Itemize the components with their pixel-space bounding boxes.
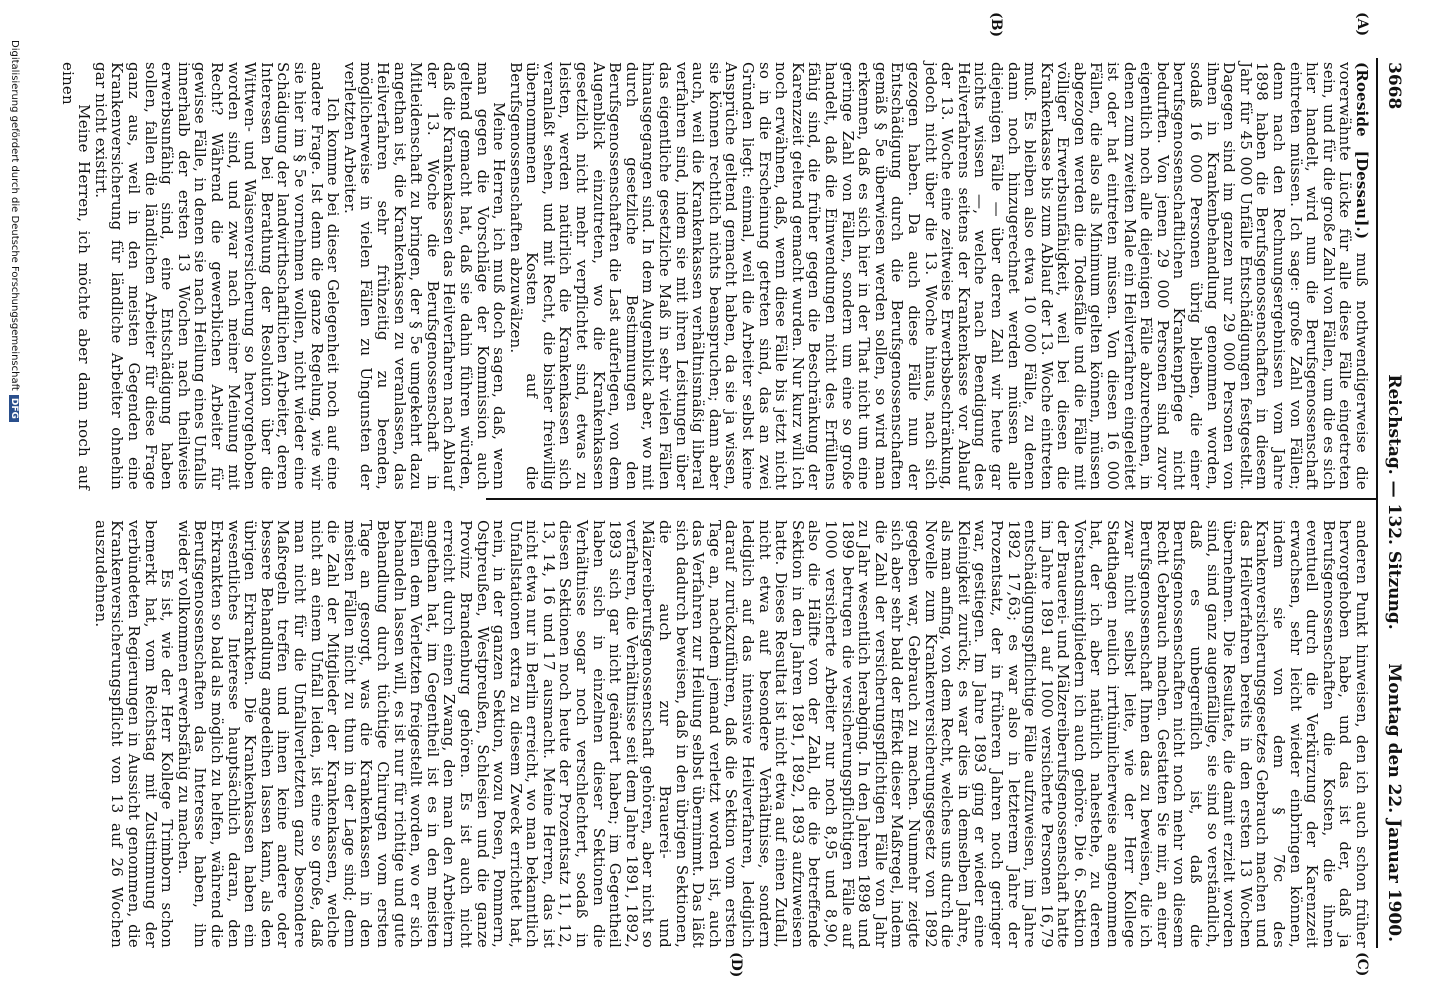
margin-mark-d: (D): [728, 952, 744, 978]
margin-mark-a: (A): [1354, 12, 1370, 37]
speaker-name: (Roeside [Dessau].): [1353, 62, 1371, 240]
session-date: Montag den 22. Januar 1900.: [1384, 663, 1404, 942]
left-column: [58, 62, 1371, 491]
header-rule: [1376, 58, 1378, 948]
margin-mark-b: (B): [988, 12, 1004, 38]
right-column-text: anderen Punkt hinweisen, den ich auch schon früher hervorgehoben habe, und das ist der, daß ja Berufsgenossenschaften die Kosten, die ihnen eventuell durch die Verkürzung der Karenzzeit erwachsen, sehr leicht wieder einbringen können, indem sie von dem § 76c des Krankenversicherungsgesetzes Gebrauch machen und das Heilverfahren bereits in den ersten 13 Wochen übernehmen. Die Resultate, die damit erzielt worden sind, sind ganz augenfällige, sie sind so verständlich, daß es unbegreiflich ist, daß die Berufsgenossenschaften nicht noch mehr von diesem Recht Gebrauch machen. Gestatten Sie mir, an einer Berufsgenossenschaft Ihnen das zu beweisen, die ich zwar nicht selbst leite, wie der Herr Kollege Stadthagen neulich irrthümlicherweise angenommen hat, der ich aber natürlich nahestehe, zu deren Vorstandsmitgliedern ich auch gehöre. Die 6. Sektion der Brauerei- und Mälzereiberufsgenossenschaft hatte im Jahre 1891 auf 1000 versicherte Personen 16,79 entschädigungspflichtige Fälle aufzuweisen, im Jahre 1892 17,63; es war also in letzterem Jahre der Prozentsatz, der in früheren Jahren noch geringer war, gestiegen. Im Jahre 1893 ging er wieder eine Kleinigkeit zurück; es war dies in demselben Jahre, als man anfing, von dem Recht, welches uns durch die Novelle zum Krankenversicherungsgesetz von 1892 gegeben war, Gebrauch zu machen. Nunmehr zeigte sich aber sehr bald der Effekt dieser Maßregel, indem die Zahl der versicherungspflichtigen Fälle von Jahr zu Jahr wesentlich herabging. In den Jahren 1898 und 1899 betrugen die versicherungspflichtigen Fälle auf 1000 versicherte Arbeiter nur noch 8,95 und 8,90, also die Hälfte von der Zahl, die die betreffende Sektion in den Jahren 1891, 1892, 1893 aufzuweisen hatte. Dieses Resultat ist nicht etwa auf einen Zufall, nicht etwa auf besondere Verhältnisse, sondern lediglich auf das intensive Heilverfahren, lediglich darauf zurückzuführen, daß die Sektion vom ersten Tage an, nachdem jemand verletzt worden ist, auch das Verfahren zur Heilung selbst übernimmt. Das läßt sich dadurch beweisen, daß in den übrigen Sektionen, die auch zur Brauerei- und Mälzereiberufsgenossenschaft gehören, aber nicht so verfahren, die Verhältnisse seit dem Jahre 1891, 1892, 1893 sich gar nicht geändert haben; im Gegentheil haben sich in einzelnen dieser Sektionen die Verhältnisse sogar noch verschlechtert, sodaß in diesen Sektionen noch heute der Prozentsatz 11, 12, 13, 14, 16 und 17 ausmacht. Meine Herren, das ist nicht etwa nur in Berlin erreicht, wo man bekanntlich Unfallstationen extra zu diesem Zweck errichtet hat, nein, in der ganzen Sektion, wozu Posen, Pommern, Ostpreußen, Westpreußen, Schlesien und die ganze Provinz Brandenburg gehören. Es ist auch nicht erreicht durch einen Zwang, den man den Arbeitern angethan hat, im Gegentheil ist es in den meisten Fällen dem Verletzten freigestellt worden, wo er sich behandeln lassen will, es ist nur für richtige und gute Behandlung durch tüchtige Chirurgen vom ersten Tage an gesorgt, was die Krankenkassen in den meisten Fällen nicht zu thun in der Lage sind; denn die Zahl der Mitglieder der Krankenkassen, welche nicht an einem Unfall leiden, ist eine so große, daß man nicht für die Unfallverletzten ganz besondere Maßregeln treffen und ihnen keine andere oder bessere Behandlung angedeihen lassen kann, als den übrigen Erkrankten. Die Krankenkassen haben ein wesentliches Interesse hauptsächlich daran, den Erkrankten so bald als möglich zu helfen, während die Berufsgenossenschaften das Interesse haben, ihn wieder vollkommen erwerbsfähig zu machen. Es ist, wie der Herr Kollege Trimborn schon bemerkt hat, vom Reichstag mit Zustimmung der verbündeten Regierungen in Aussicht genommen, die Krankenversicherungspflicht von 13 auf 26 Wochen auszudehnen.: [91, 520, 1371, 949]
margin-mark-c: (C): [1354, 952, 1370, 977]
left-column-text: muß nothwendigerweise die vorerwähnte Lücke für alle diese Fälle eingetreten sein, und für die große Zahl von Fällen, um die es sich hier handelt, wird nun die Berufsgenossenschaft eintreten müssen. Ich sage: große Zahl von Fällen; denn nach den Rechnungsergebnissen vom Jahre 1898 haben die Berufsgenossenschaften in diesem Jahr für 45 000 Unfälle Entschädigungen festgestellt. Dagegen sind im ganzen nur 29 000 Personen von ihnen in Krankenbehandlung genommen worden, sodaß 16 000 Personen übrig bleiben, die einer berufsgenossenschaftlichen Krankenpflege nicht bedurften. Von jenen 29 000 Personen sind zuvor eigentlich noch alle diejenigen Fälle abzurechnen, in denen zum zweiten Male ein Heilverfahren eingeleitet ist oder hat eintreten müssen. Von diesen 16 000 Fällen, die also als Minimum gelten können, müssen abgezogen werden die Todesfälle und die Fälle mit völliger Erwerbsunfähigkeit, weil bei diesen die Krankenkasse bis zum Ablauf der 13. Woche eintreten muß. Es bleiben also etwa 10 000 Fälle, zu denen dann noch hinzugerechnet werden müssen alle diejenigen Fälle — über deren Zahl wir heute gar nichts wissen —, welche nach Beendigung des Heilverfahrens seitens der Krankenkasse vor Ablauf der 13. Woche eine zeitweise Erwerbsbeschränkung, jedoch nicht über die 13. Woche hinaus, nach sich gezogen haben. Da auch diese Fälle nun der Entschädigung durch die Berufsgenossenschaften gemäß § 5e überwiesen werden sollen, so wird man erkennen, daß es sich hier in der That nicht um eine geringe Zahl von Fällen, sondern um eine so große handelt, daß die Einwendungen nicht des Erfüllens fähig sind, die früher gegen die Beschränkung der Karenzzeit geltend gemacht wurden. Nur kurz will ich noch erwähnen, daß, wenn diese Fälle bis jetzt nicht so in die Erscheinung getreten sind, das an zwei Gründen liegt: einmal, weil die Arbeiter selbst keine Ansprüche geltend gemacht haben, da sie ja wissen, sie können rechtlich nichts beanspruchen; dann aber auch, weil die Krankenkassen verhältnismäßig liberal verfahren sind, indem sie mit ihren Leistungen über das eigentliche gesetzliche Maß in sehr vielen Fällen hinausgegangen sind. In dem Augenblick aber, wo mit durch gesetzliche Bestimmungen den Berufsgenossenschaften die Last auferlegen, von dem Augenblick einzutreten, wo die Krankenkassen gesetzlich nicht mehr verpflichtet sind, etwas zu leisten, werden natürlich die Krankenkassen sich veranlaßt sehen, und mit Recht, die bisher freiwillig übernommenen Kosten auf die Berufsgenossenschaften abzuwälzen. Meine Herren, ich muß doch sagen, daß, wenn man gegen die Vorschläge der Kommission auch geltend gemacht hat, daß sie dahin führen würden, daß die Krankenkassen das Heilverfahren nach Ablauf der 13. Woche die Berufsgenossenschaft in Mitleidenschaft zu bringen, der § 5e umgekehrt dazu angethan ist, die Krankenkassen zu veranlassen, das Heilverfahren sehr frühzeitig zu beenden, möglicherweise in vielen Fällen zu Ungunsten der verletzten Arbeiter. Ich komme bei dieser Gelegenheit noch auf eine andere Frage. Ist denn die ganze Regelung, wie wir sie hier im § 5e vornehmen wollen, nicht wieder eine Schädigung der landwirthschaftlichen Arbeiter, deren Interessen bei Berathung der Resolution über die Wittwen- und Waisenversicherung so hervorgehoben worden sind, und zwar nach meiner Meinung mit Recht? Während die gewerblichen Arbeiter für gewisse Fälle, in denen sie nach Heilung eines Unfalls innerhalb der ersten 13 Wochen nach theilweise erwerbsunfähig sind, eine Entschädigung haben sollen, fallen die ländlichen Arbeiter für diese Frage ganz aus, weil in den meisten Gegenden eine Krankenversicherung für ländliche Arbeiter ohnehin gar nicht existirt. Meine Herren, ich möchte aber dann noch auf einen: [58, 62, 1371, 491]
column-divider: [486, 498, 1376, 500]
credit-text: Digitalisierung gefördert durch die Deutsche Forschungsgemeinschaft: [9, 40, 20, 391]
right-column: [91, 520, 1371, 949]
dfg-logo: DFG: [9, 395, 19, 422]
digitization-credit: [9, 40, 20, 422]
page-number: 3668: [1384, 62, 1404, 110]
page-header: [1374, 62, 1414, 942]
session-title: Reichstag. — 132. Sitzung.: [1384, 374, 1404, 630]
